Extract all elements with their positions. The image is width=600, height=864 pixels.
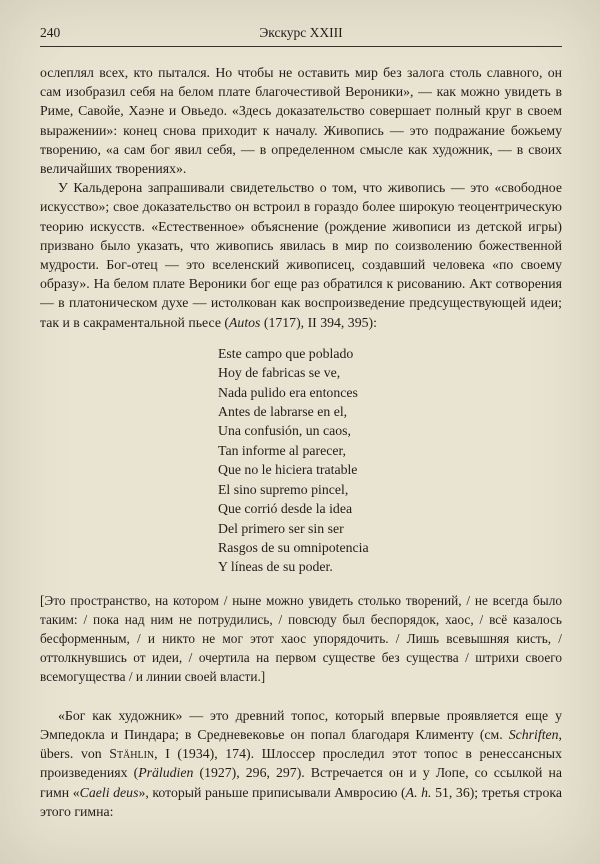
page-body — [40, 63, 562, 821]
verse-line: Del primero ser sin ser — [218, 520, 344, 536]
text-run: (1927), 296, 297). Встречается он и у Лопе, со ссылкой на гимн « — [40, 765, 562, 800]
verse-line: Nada pulido era entonces — [218, 384, 358, 400]
text-run: «Бог как художник» — это древний топос, который впервые проявляется еще у Эмпедокла и Пиндара; в Средневековье он попал благодаря Клименту (см. — [40, 707, 562, 742]
verse-line: El sino supremo pincel, — [218, 481, 349, 497]
text-run: Präludien — [138, 765, 194, 781]
text-run: 51, 36); третья строка этого гимна: — [40, 784, 562, 819]
text-run: ослеплял всех, кто пытался. Но чтобы не оставить мир без залога столь славного, он сам изобразил себя на белом плате благочестивой Вероники», — как можно увидеть в Риме, Савойе, Хаэне и Овьедо. «Здесь доказательство совершает полный круг в своем выражении»: конец снова приходит к началу. Живопись — это подражание божьему творению, «а сам бог явил себя, — в определенном смысле как художник, — в своих величайших творениях». — [40, 65, 562, 177]
verse-line: Tan informe al parecer, — [218, 442, 346, 458]
text-run: », который раньше приписывали Амвросию ( — [138, 784, 406, 800]
paragraph-calderon — [40, 178, 562, 332]
page-header — [40, 24, 562, 41]
verse-line: Que no le hiciera tratable — [218, 462, 358, 478]
text-run: Stählin — [109, 746, 155, 762]
verse-line: Hoy de fabricas se ve, — [218, 365, 341, 381]
verse-line: Este campo que poblado — [218, 345, 354, 361]
verse-line: Que corrió desde la idea — [218, 501, 353, 517]
text-run: , I (1934), 174). Шлоссер проследил этот топос в ренессансных произведениях ( — [40, 746, 562, 781]
text-run: (1717), II 394, 395): — [260, 314, 377, 330]
verse-translation — [40, 591, 562, 686]
page-number: 240 — [40, 25, 61, 40]
text-run: У Кальдерона запрашивали свидетельство о том, что живопись — это «свободное искусство»; свое доказательство он встроил в гораздо более широкую теоцентрическую теорию искусств. «Естественное» объяснение (рождение живописи из детской игры) призвано было указать, что живопись явилась в мир по соизволению божественной мудрости. Бог-отец — это вселенский живописец, создавший человека «по своему образу». На белом плате Вероники бог еще раз обратился к рисованию. Акт сотворения — в платоническом духе — истолкован как воспроизведение предсуществующей идеи; так и в сакраментальной пьесе ( — [40, 180, 562, 330]
text-run: , übers. von — [40, 726, 562, 762]
text-run: A. h. — [405, 784, 432, 800]
verse-line: Antes de labrarse en el, — [218, 404, 348, 420]
running-head: Экскурс XXIII — [259, 25, 343, 40]
header-rule — [40, 46, 562, 47]
verse-line: Una confusión, un caos, — [218, 423, 351, 439]
verse-line: Rasgos de su omnipotencia — [218, 539, 369, 555]
text-run: Schriften — [508, 726, 559, 742]
text-run: [Это пространство, на котором / ныне можно увидеть столько творений, / не всегда было таким: / пока над ним не потрудились, / повсюду был беспорядок, хаос, / всё казалось бесформенным, / и никто не мог этот хаос упорядочить. / Лишь всевышняя кисть, / оттолкнувшись от идеи, / очертила на первом существе без существа / штрихи своего всемогущества / и линии своей власти.] — [40, 592, 562, 684]
verse-block — [218, 344, 562, 577]
paragraph-deus-artifex — [40, 706, 562, 821]
verse-line: Y líneas de su poder. — [218, 559, 333, 575]
text-run: Caeli deus — [79, 784, 139, 800]
text-run: Autos — [229, 314, 261, 330]
paragraph-continuation — [40, 63, 562, 178]
